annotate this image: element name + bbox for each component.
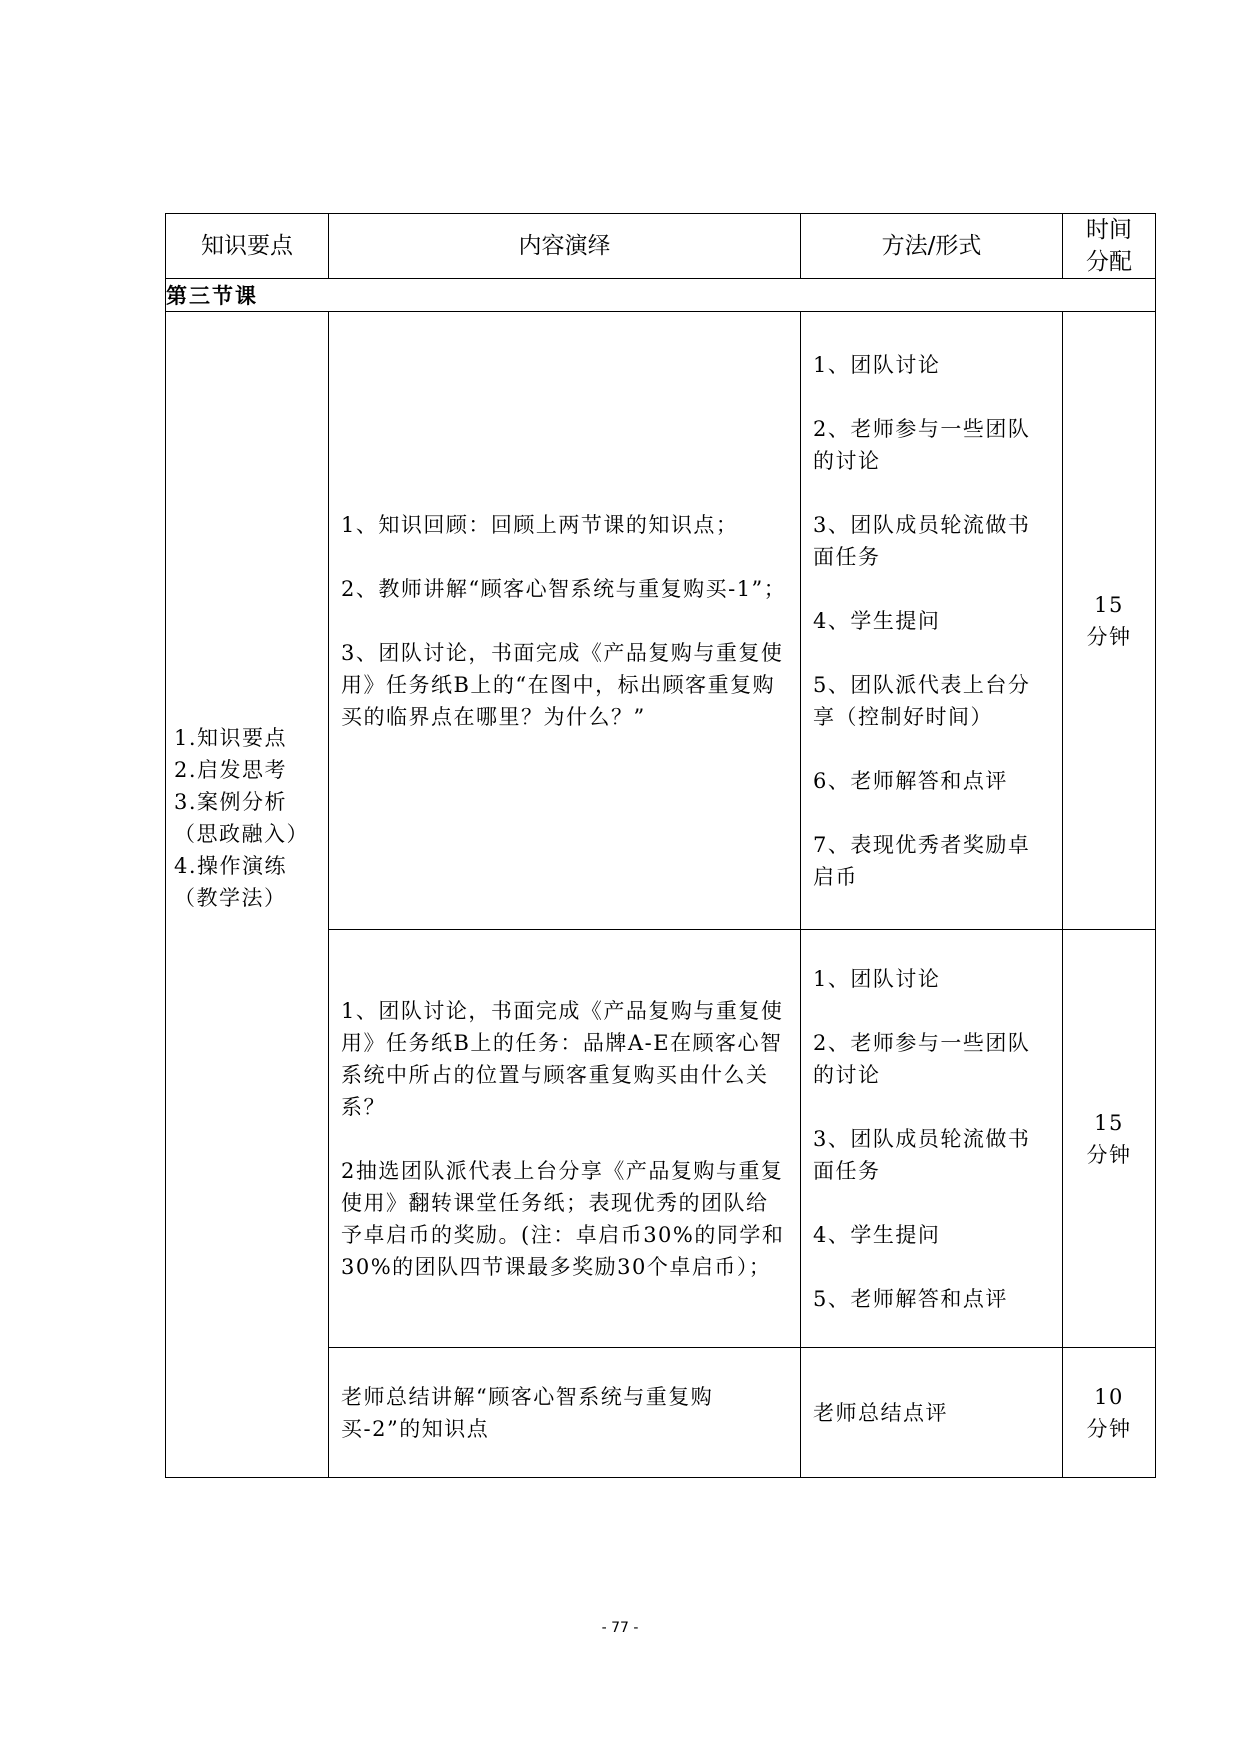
knowledge-point: （教学法）: [174, 886, 287, 910]
content-cell: [329, 1348, 801, 1478]
time-cell: 15 分钟: [1063, 312, 1156, 930]
section-title: 第三节课: [166, 279, 1156, 312]
method-item: 4、学生提问: [813, 608, 941, 633]
page-number: - 77 -: [601, 1620, 639, 1636]
content-paragraph: 老师总结讲解“顾客心智系统与重复购买-2”的知识点: [341, 1384, 714, 1441]
method-cell: [801, 312, 1063, 930]
header-time: 时间 分配: [1063, 214, 1156, 279]
table-header-row: [166, 214, 1156, 279]
method-item: 老师总结点评: [813, 1400, 948, 1425]
method-item: 2、老师参与一些团队的讨论: [813, 1030, 1031, 1087]
method-item: 1、团队讨论: [813, 966, 941, 991]
content-paragraph: 2、教师讲解“顾客心智系统与重复购买-1”；: [341, 576, 787, 601]
knowledge-point: （思政融入）: [174, 822, 309, 846]
header-knowledge-points: 知识要点: [166, 214, 329, 279]
header-method: 方法/形式: [801, 214, 1063, 279]
method-item: 3、团队成员轮流做书面任务: [813, 512, 1031, 569]
content-paragraph: 3、团队讨论，书面完成《产品复购与重复使用》任务纸B上的“在图中，标出顾客重复购买的临界点在哪里？为什么？”: [341, 640, 784, 729]
method-item: 6、老师解答和点评: [813, 768, 1008, 793]
header-content: 内容演绎: [329, 214, 801, 279]
knowledge-point: 2.启发思考: [174, 758, 288, 782]
method-item: 5、团队派代表上台分享（控制好时间）: [813, 672, 1031, 729]
content-cell: [329, 312, 801, 930]
method-item: 1、团队讨论: [813, 352, 941, 377]
lesson-plan-table: [165, 213, 1156, 1478]
section-row: [166, 279, 1156, 312]
knowledge-point: 4.操作演练: [174, 854, 288, 878]
content-paragraph: 1、知识回顾：回顾上两节课的知识点；: [341, 512, 739, 537]
method-item: 2、老师参与一些团队的讨论: [813, 416, 1031, 473]
time-cell: 10 分钟: [1063, 1348, 1156, 1478]
method-cell: [801, 1348, 1063, 1478]
method-item: 3、团队成员轮流做书面任务: [813, 1126, 1031, 1183]
content-cell: [329, 930, 801, 1348]
content-paragraph: 2抽选团队派代表上台分享《产品复购与重复使用》翻转课堂任务纸；表现优秀的团队给予卓启币的奖励。(注：卓启币30%的同学和30%的团队四节课最多奖励30个卓启币）；: [341, 1158, 785, 1279]
time-cell: 15 分钟: [1063, 930, 1156, 1348]
knowledge-point: 1.知识要点: [174, 726, 288, 750]
table-row: [166, 312, 1156, 930]
method-item: 5、老师解答和点评: [813, 1286, 1008, 1311]
method-item: 7、表现优秀者奖励卓启币: [813, 832, 1031, 889]
knowledge-points-cell: [166, 312, 329, 1478]
content-paragraph: 1、团队讨论，书面完成《产品复购与重复使用》任务纸B上的任务：品牌A-E在顾客心智系统中所占的位置与顾客重复购买由什么关系？: [341, 998, 784, 1119]
method-item: 4、学生提问: [813, 1222, 941, 1247]
knowledge-point: 3.案例分析: [174, 790, 288, 814]
method-cell: [801, 930, 1063, 1348]
